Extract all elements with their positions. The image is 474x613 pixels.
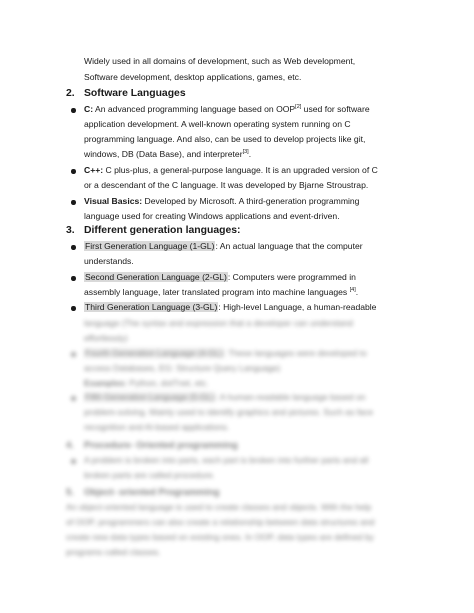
gen3-item-line-3: effortlessly) xyxy=(84,333,128,343)
bullet-icon xyxy=(71,245,76,250)
section-4-line-1: A problem is broken into parts, each part is broken into further parts and all xyxy=(84,455,369,465)
bullet-icon xyxy=(71,306,76,311)
gen3-item-line-1: Third Generation Language (3-GL): High-level Language, a human-readable xyxy=(85,302,377,312)
gen3-label: Third Generation Language (3-GL) xyxy=(85,302,218,312)
intro-line-1: Widely used in all domains of development, such as Web development, xyxy=(84,56,356,66)
gen4-item-line-1: Fourth Generation Language (4-GL): These languages were developed to xyxy=(85,348,367,358)
reference-3: [3] xyxy=(242,149,249,156)
bullet-icon xyxy=(71,459,76,464)
gen4-label: Fourth Generation Language (4-GL) xyxy=(85,348,223,358)
gen2-item-line-2: assembly language, later translated program into machine languages [4]. xyxy=(84,287,359,297)
gen1-label: First Generation Language (1-GL) xyxy=(85,241,215,251)
intro-line-2: Software development, desktop applications, games, etc. xyxy=(84,72,302,82)
section-5-line-1: An object-oriented language is used to create classes and objects. With the help xyxy=(66,502,372,512)
bullet-icon xyxy=(71,200,76,205)
section-3-heading: Different generation languages: xyxy=(84,225,241,236)
c-label: C: xyxy=(84,104,94,114)
section-3-number: 3. xyxy=(66,225,75,236)
section-5-number: 5. xyxy=(66,486,74,497)
section-2-heading: Software Languages xyxy=(84,88,186,99)
vb-label: Visual Basics: xyxy=(84,196,143,206)
c-item-line-2: application development. A well-known operating system running on C xyxy=(84,119,351,129)
c-item-line-1: C: An advanced programming language based on OOP[2] used for software xyxy=(84,104,370,114)
gen4-item-line-2: access Databases, EG: Structure Query Language) xyxy=(84,363,281,373)
cpp-label: C++: xyxy=(84,165,104,175)
bullet-icon xyxy=(71,276,76,281)
gen5-item-line-1: Fifth Generation Language (5-GL): A human-readable language based on xyxy=(85,392,366,402)
gen2-item-line-1: Second Generation Language (2-GL): Computers were programmed in xyxy=(85,272,356,282)
bullet-icon xyxy=(71,396,76,401)
section-5-line-3: create new data types based on existing ones. In OOP, data types are defined by xyxy=(66,532,374,542)
bullet-icon xyxy=(71,108,76,113)
gen5-item-line-3: recognition and AI-based applications. xyxy=(84,422,230,432)
vb-item-line-1: Visual Basics: Developed by Microsoft. A third-generation programming xyxy=(84,196,360,206)
gen5-label: Fifth Generation Language (5-GL) xyxy=(85,392,215,402)
section-5-line-4: programs called classes. xyxy=(66,547,161,557)
section-4-heading: Procedure- Oriented programming xyxy=(84,439,238,450)
section-2-number: 2. xyxy=(66,88,75,99)
bullet-icon xyxy=(71,352,76,357)
gen1-item-line-1: First Generation Language (1-GL): An actual language that the computer xyxy=(85,241,363,251)
c-item-line-3: programming language. And also, can be used to develop projects like git, xyxy=(84,134,366,144)
cpp-item-line-2: or a descendant of the C language. It was developed by Bjarne Stroustrap. xyxy=(84,180,369,190)
section-4-line-2: broken parts are called procedure. xyxy=(84,470,215,480)
gen5-item-line-2: problem-solving. Mainly used to identify graphics and pictures. Such as face xyxy=(84,407,373,417)
gen3-item-line-2: language (The syntax and expression that a developer can understand xyxy=(84,318,353,328)
vb-item-line-2: language used for creating Windows applications and event-driven. xyxy=(84,211,340,221)
section-5-heading: Object- oriented Programming xyxy=(84,486,220,497)
cpp-item-line-1: C++: C plus-plus, a general-purpose language. It is an upgraded version of C xyxy=(84,165,378,175)
c-item-line-4: windows, DB (Data Base), and interpreter[3]. xyxy=(84,149,252,159)
section-5-line-2: of OOP, programmers can also create a relationship between data structures and xyxy=(66,517,375,527)
reference-4: [4] xyxy=(349,287,356,294)
gen1-item-line-2: understands. xyxy=(84,256,134,266)
gen2-label: Second Generation Language (2-GL) xyxy=(85,272,227,282)
reference-2: [2] xyxy=(295,104,302,111)
gen4-examples: Examples: Python, dotTnet, etc. xyxy=(84,378,209,388)
section-4-number: 4. xyxy=(66,439,74,450)
bullet-icon xyxy=(71,169,76,174)
